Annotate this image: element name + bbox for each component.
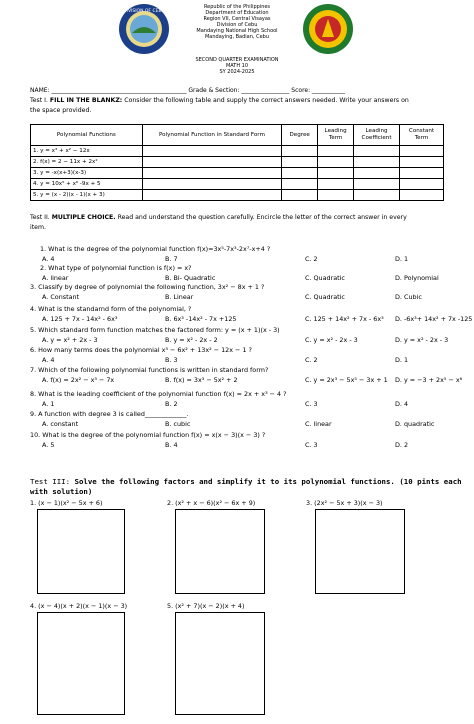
question-text: 8. What is the leading coefficient of the polynomial function f(x) = 2x + x³ − 4 ? (30, 390, 287, 398)
problem-label: 4. (x − 4)(x + 2)(x − 1)(x − 3) (30, 602, 128, 610)
solution-box[interactable] (37, 509, 125, 594)
answer-option[interactable]: D. 1 (395, 255, 409, 263)
problem-label: 3. (2x² − 5x + 3)(x − 3) (306, 499, 383, 507)
solution-box[interactable] (175, 612, 265, 715)
table-row: 1. y = x³ + x² − 12x (31, 146, 444, 157)
col-header: Polynomial Function in Standard Form (142, 125, 282, 146)
answer-option[interactable]: A. linear (42, 274, 69, 282)
solution-box[interactable] (37, 612, 125, 715)
test2-instruction-cont: item. (30, 224, 46, 231)
answer-option[interactable]: B. 2 (165, 400, 178, 408)
polynomial-table (30, 124, 444, 201)
answer-option[interactable]: B. cubic (165, 420, 191, 428)
question-text: 3. Classify by degree of polynomial the following function, 3x² − 8x + 1 ? (30, 283, 265, 291)
header-line: Republic of the Philippines (203, 4, 271, 10)
col-header: Polynomial Functions (31, 125, 143, 146)
header-line: Mandaying National High School (196, 28, 278, 34)
exam-title: SECOND QUARTER EXAMINATION (195, 57, 279, 63)
answer-option[interactable]: A. constant (42, 420, 79, 428)
answer-option[interactable]: C. y = 2x³ − 5x⁵ − 3x + 1 (305, 376, 388, 384)
test1-instruction: Test I. FILL IN THE BLANKZ: Consider the following table and supply the correct answers needed. Write your answers on (30, 97, 409, 104)
table-row: 3. y = -x(x+3)(x-3) (31, 168, 444, 179)
answer-option[interactable]: A. Constant (42, 293, 80, 301)
subject: MATH 10 (225, 63, 249, 69)
answer-option[interactable]: C. 2 (305, 255, 318, 263)
header-line: Region VII, Central Visayas (203, 16, 271, 22)
answer-option[interactable]: C. linear (305, 420, 332, 428)
test2-instruction: Test II. MULTIPLE CHOICE. Read and understand the question carefully. Encircle the letter of the correct answer in every (30, 214, 407, 221)
header-line: Mandaying, Badian, Cebu (204, 34, 270, 40)
answer-option[interactable]: D. 1 (395, 356, 409, 364)
answer-option[interactable]: D. quadratic (395, 420, 435, 428)
header-line: Department of Education (205, 10, 269, 16)
answer-option[interactable]: D. Polynomial (395, 274, 439, 282)
answer-option[interactable]: D. 4 (395, 400, 409, 408)
test3-instruction: Test III: Solve the following factors and simplify it to its polynomial functions. (10 pints each (30, 477, 462, 486)
solution-box[interactable] (315, 509, 405, 594)
answer-option[interactable]: A. 4 (42, 356, 55, 364)
question-text: 10. What is the degree of the polynomial function f(x) = x(x − 3)(x − 3) ? (30, 431, 266, 439)
answer-option[interactable]: A. 4 (42, 255, 55, 263)
answer-option[interactable]: C. 2 (305, 356, 318, 364)
test1-instruction-cont: the space provided. (30, 107, 92, 114)
question-text: 5. Which standard form function matches the factored form: y = (x + 1)(x - 3) (30, 326, 280, 334)
problem-label: 1. (x − 1)(x² − 5x + 6) (30, 499, 103, 507)
question-text: 4. What is the standarnd form of the polynomial, ? (30, 305, 192, 313)
school-year: SY 2024-2025 (219, 69, 255, 75)
col-header: Constant Term (400, 125, 444, 146)
answer-option[interactable]: D. y = x² - 2x - 3 (395, 336, 449, 344)
answer-option[interactable]: D. Cubic (395, 293, 422, 301)
answer-option[interactable]: A. 1 (42, 400, 55, 408)
answer-option[interactable]: C. y = x² - 2x - 3 (305, 336, 358, 344)
test3-instruction-cont: with solution) (30, 487, 93, 496)
answer-option[interactable]: B. f(x) = 3x³ − 5x² + 2 (165, 376, 238, 384)
answer-option[interactable]: A. f(x) = 2x² − x³ − 7x (42, 376, 115, 384)
answer-option[interactable]: D. y = −3 + 2x⁵ − x⁶ (395, 376, 463, 384)
answer-option[interactable]: C. 3 (305, 441, 318, 449)
col-header: Leading Term (318, 125, 354, 146)
problem-label: 5. (x² + 7)(x − 2)(x + 4) (167, 602, 245, 610)
question-text: 7. Which of the following polynomial functions is written in standard form? (30, 366, 269, 374)
answer-option[interactable]: B. 3 (165, 356, 178, 364)
answer-option[interactable]: D. -6x³+ 14x² + 7x -125 (395, 315, 473, 323)
answer-option[interactable]: A. 125 + 7x - 14x² - 6x³ (42, 315, 118, 323)
answer-option[interactable]: C. Quadratic (305, 274, 345, 282)
col-header: Degree (282, 125, 318, 146)
table-row: 2. f(x) = 2 − 11x + 2x² (31, 157, 444, 168)
question-text: 9. A function with degree 3 is called_____________. (30, 410, 189, 418)
table-row: 5. y = (x - 2)(x - 1)(x + 3) (31, 190, 444, 201)
answer-option[interactable]: A. y = x² + 2x - 3 (42, 336, 98, 344)
question-text: 2. What type of polynomial function is f(x) = x? (40, 264, 192, 272)
problem-label: 2. (x² + x − 6)(x² − 6x + 9) (167, 499, 256, 507)
answer-option[interactable]: C. Quadratic (305, 293, 345, 301)
question-text: 1. What is the degree of the polynomial function f(x)=3x⁵-7x³-2x⁷-x+4 ? (40, 245, 271, 253)
answer-option[interactable]: D. 2 (395, 441, 409, 449)
answer-option[interactable]: B. y = x² - 2x - 2 (165, 336, 218, 344)
answer-option[interactable]: B. 4 (165, 441, 178, 449)
answer-option[interactable]: B. 6x³ -14x² - 7x +125 (165, 315, 237, 323)
header-line: Division of Cebu (216, 22, 258, 28)
question-text: 6. How many terms does the polynomial x³ − 6x² + 13x² − 12x − 1 ? (30, 346, 252, 354)
answer-option[interactable]: B. 7 (165, 255, 178, 263)
answer-option[interactable]: B. Linear (165, 293, 194, 301)
answer-option[interactable]: C. 125 + 14x² + 7x - 6x³ (305, 315, 384, 323)
solution-box[interactable] (175, 509, 265, 594)
answer-option[interactable]: A. 5 (42, 441, 55, 449)
student-info-line: NAME: _____________________________________________ Grade & Section: ________________ Score: ___________ (30, 87, 346, 94)
svg-text:DIVISION OF CEBU: DIVISION OF CEBU (123, 9, 165, 14)
answer-option[interactable]: B. Bi- Quadratic (165, 274, 216, 282)
col-header: Leading Coefficient (354, 125, 400, 146)
table-row: 4. y = 10x⁵ + x⁶ -9x + 5 (31, 179, 444, 190)
answer-option[interactable]: C. 3 (305, 400, 318, 408)
